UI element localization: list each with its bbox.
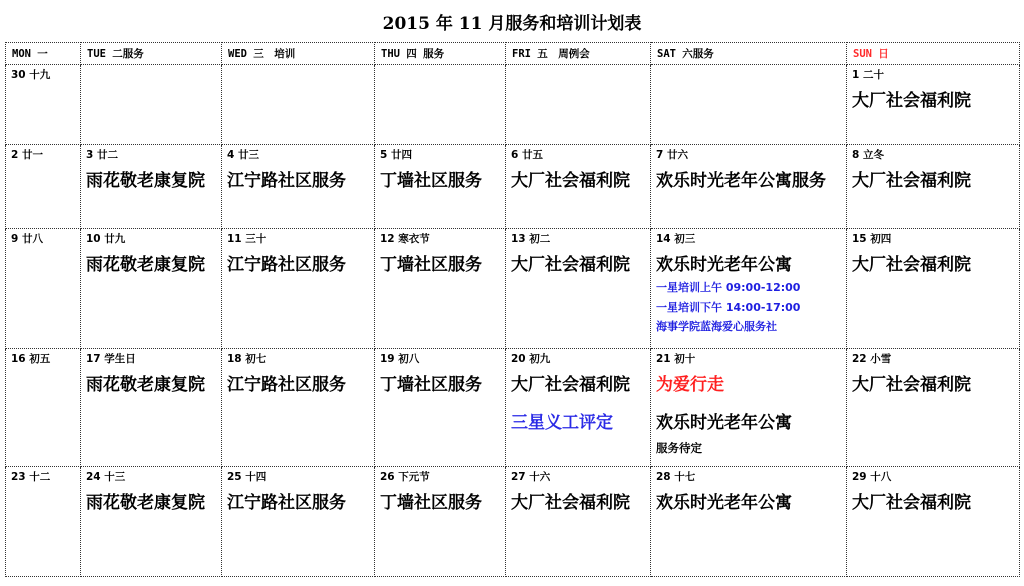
cell-mon: [6, 349, 81, 467]
cell-thu: [375, 65, 506, 145]
cell-sat: [651, 467, 847, 577]
event-text: 大厂社会福利院: [511, 375, 630, 395]
week-row-3: [6, 229, 1020, 349]
cell-thu: [375, 467, 506, 577]
event-note: 服务待定: [656, 441, 702, 455]
event-text: 大厂社会福利院: [511, 255, 630, 275]
header-sat: SAT 六服务: [651, 43, 847, 65]
cell-mon: [6, 229, 81, 349]
event-text: 大厂社会福利院: [511, 493, 630, 513]
header-thu: THU 四 服务: [375, 43, 506, 65]
day-label: 28 十七: [656, 471, 696, 483]
cell-sat: [651, 349, 847, 467]
cell-fri: [506, 467, 651, 577]
event-text: 雨花敬老康复院: [86, 255, 205, 275]
event-text: 大厂社会福利院: [852, 171, 971, 191]
event-text: 丁墙社区服务: [380, 375, 482, 395]
event-text: 欢乐时光老年公寓: [656, 255, 792, 275]
cell-sat: [651, 229, 847, 349]
cell-fri: [506, 349, 651, 467]
event-text: 大厂社会福利院: [511, 171, 630, 191]
cell-fri: [506, 229, 651, 349]
day-label: 10 廿九: [86, 233, 126, 245]
event-text: 大厂社会福利院: [852, 493, 971, 513]
cell-thu: [375, 349, 506, 467]
event-text: 丁墙社区服务: [380, 493, 482, 513]
day-label: 7 廿六: [656, 149, 688, 161]
day-label: 29 十八: [852, 471, 892, 483]
day-label: 4 廿三: [227, 149, 259, 161]
week-row-5: [6, 467, 1020, 577]
day-label: 24 十三: [86, 471, 126, 483]
day-label: 1 二十: [852, 69, 884, 81]
training-note-host: 海事学院蓝海爱心服务社: [656, 320, 777, 333]
cell-tue: [81, 467, 222, 577]
header-mon: MON 一: [6, 43, 81, 65]
header-sun: SUN 日: [847, 43, 1020, 65]
header-fri: FRI 五 周例会: [506, 43, 651, 65]
day-label: 25 十四: [227, 471, 267, 483]
cell-tue: [81, 349, 222, 467]
cell-thu: [375, 145, 506, 229]
cell-fri: [506, 145, 651, 229]
day-label: 30 十九: [11, 69, 51, 81]
week-row-2: [6, 145, 1020, 229]
cell-sun: [847, 229, 1020, 349]
event-text: 雨花敬老康复院: [86, 493, 205, 513]
cell-tue: [81, 145, 222, 229]
day-label: 19 初八: [380, 353, 420, 365]
event-text: 大厂社会福利院: [852, 91, 971, 111]
day-label: 11 三十: [227, 233, 267, 245]
event-text: 大厂社会福利院: [852, 255, 971, 275]
event-text: 江宁路社区服务: [227, 171, 346, 191]
event-text: 雨花敬老康复院: [86, 171, 205, 191]
day-label: 27 十六: [511, 471, 551, 483]
cell-thu: [375, 229, 506, 349]
cell-mon: [6, 467, 81, 577]
event-text: 雨花敬老康复院: [86, 375, 205, 395]
page-title: 2015 年 11 月服务和培训计划表: [382, 14, 642, 34]
event-text: 欢乐时光老年公寓: [656, 493, 792, 513]
cell-wed: [222, 65, 375, 145]
event-text: 江宁路社区服务: [227, 493, 346, 513]
week-row-1: [6, 65, 1020, 145]
event-text: 大厂社会福利院: [852, 375, 971, 395]
day-label: 20 初九: [511, 353, 551, 365]
cell-sat: [651, 145, 847, 229]
cell-sun: [847, 467, 1020, 577]
event-text: 丁墙社区服务: [380, 171, 482, 191]
day-label: 23 十二: [11, 471, 51, 483]
cell-sun: [847, 145, 1020, 229]
day-label: 16 初五: [11, 353, 51, 365]
event-text: 丁墙社区服务: [380, 255, 482, 275]
day-label: 15 初四: [852, 233, 892, 245]
day-label: 13 初二: [511, 233, 551, 245]
cell-sat: [651, 65, 847, 145]
event-text: 江宁路社区服务: [227, 375, 346, 395]
calendar-table: [5, 42, 1020, 577]
cell-wed: [222, 349, 375, 467]
event-text-evaluation: 三星义工评定: [511, 413, 613, 433]
day-label: 14 初三: [656, 233, 696, 245]
cell-sun: [847, 65, 1020, 145]
header-wed: WED 三 培训: [222, 43, 375, 65]
training-note-afternoon: 一星培训下午 14:00-17:00: [656, 300, 801, 314]
cell-wed: [222, 229, 375, 349]
event-text-walk: 为爱行走: [656, 375, 724, 395]
day-label: 5 廿四: [380, 149, 412, 161]
day-label: 9 廿八: [11, 233, 43, 245]
event-text: 江宁路社区服务: [227, 255, 346, 275]
day-label: 18 初七: [227, 353, 267, 365]
event-text: 欢乐时光老年公寓服务: [656, 171, 826, 191]
day-label: 12 寒衣节: [380, 233, 430, 245]
week-row-4: [6, 349, 1020, 467]
cell-wed: [222, 145, 375, 229]
day-label: 17 学生日: [86, 353, 136, 365]
event-text: 欢乐时光老年公寓: [656, 413, 792, 433]
day-label: 8 立冬: [852, 149, 884, 161]
cell-fri: [506, 65, 651, 145]
cell-mon: [6, 145, 81, 229]
day-label: 6 廿五: [511, 149, 543, 161]
cell-sun: [847, 349, 1020, 467]
day-label: 22 小雪: [852, 353, 892, 365]
day-label: 21 初十: [656, 353, 696, 365]
header-tue: TUE 二服务: [81, 43, 222, 65]
cell-tue: [81, 229, 222, 349]
header-row: [6, 43, 1020, 65]
cell-tue: [81, 65, 222, 145]
cell-mon: [6, 65, 81, 145]
day-label: 3 廿二: [86, 149, 118, 161]
training-note-morning: 一星培训上午 09:00-12:00: [656, 281, 801, 294]
cell-wed: [222, 467, 375, 577]
day-label: 2 廿一: [11, 149, 43, 161]
day-label: 26 下元节: [380, 471, 430, 483]
